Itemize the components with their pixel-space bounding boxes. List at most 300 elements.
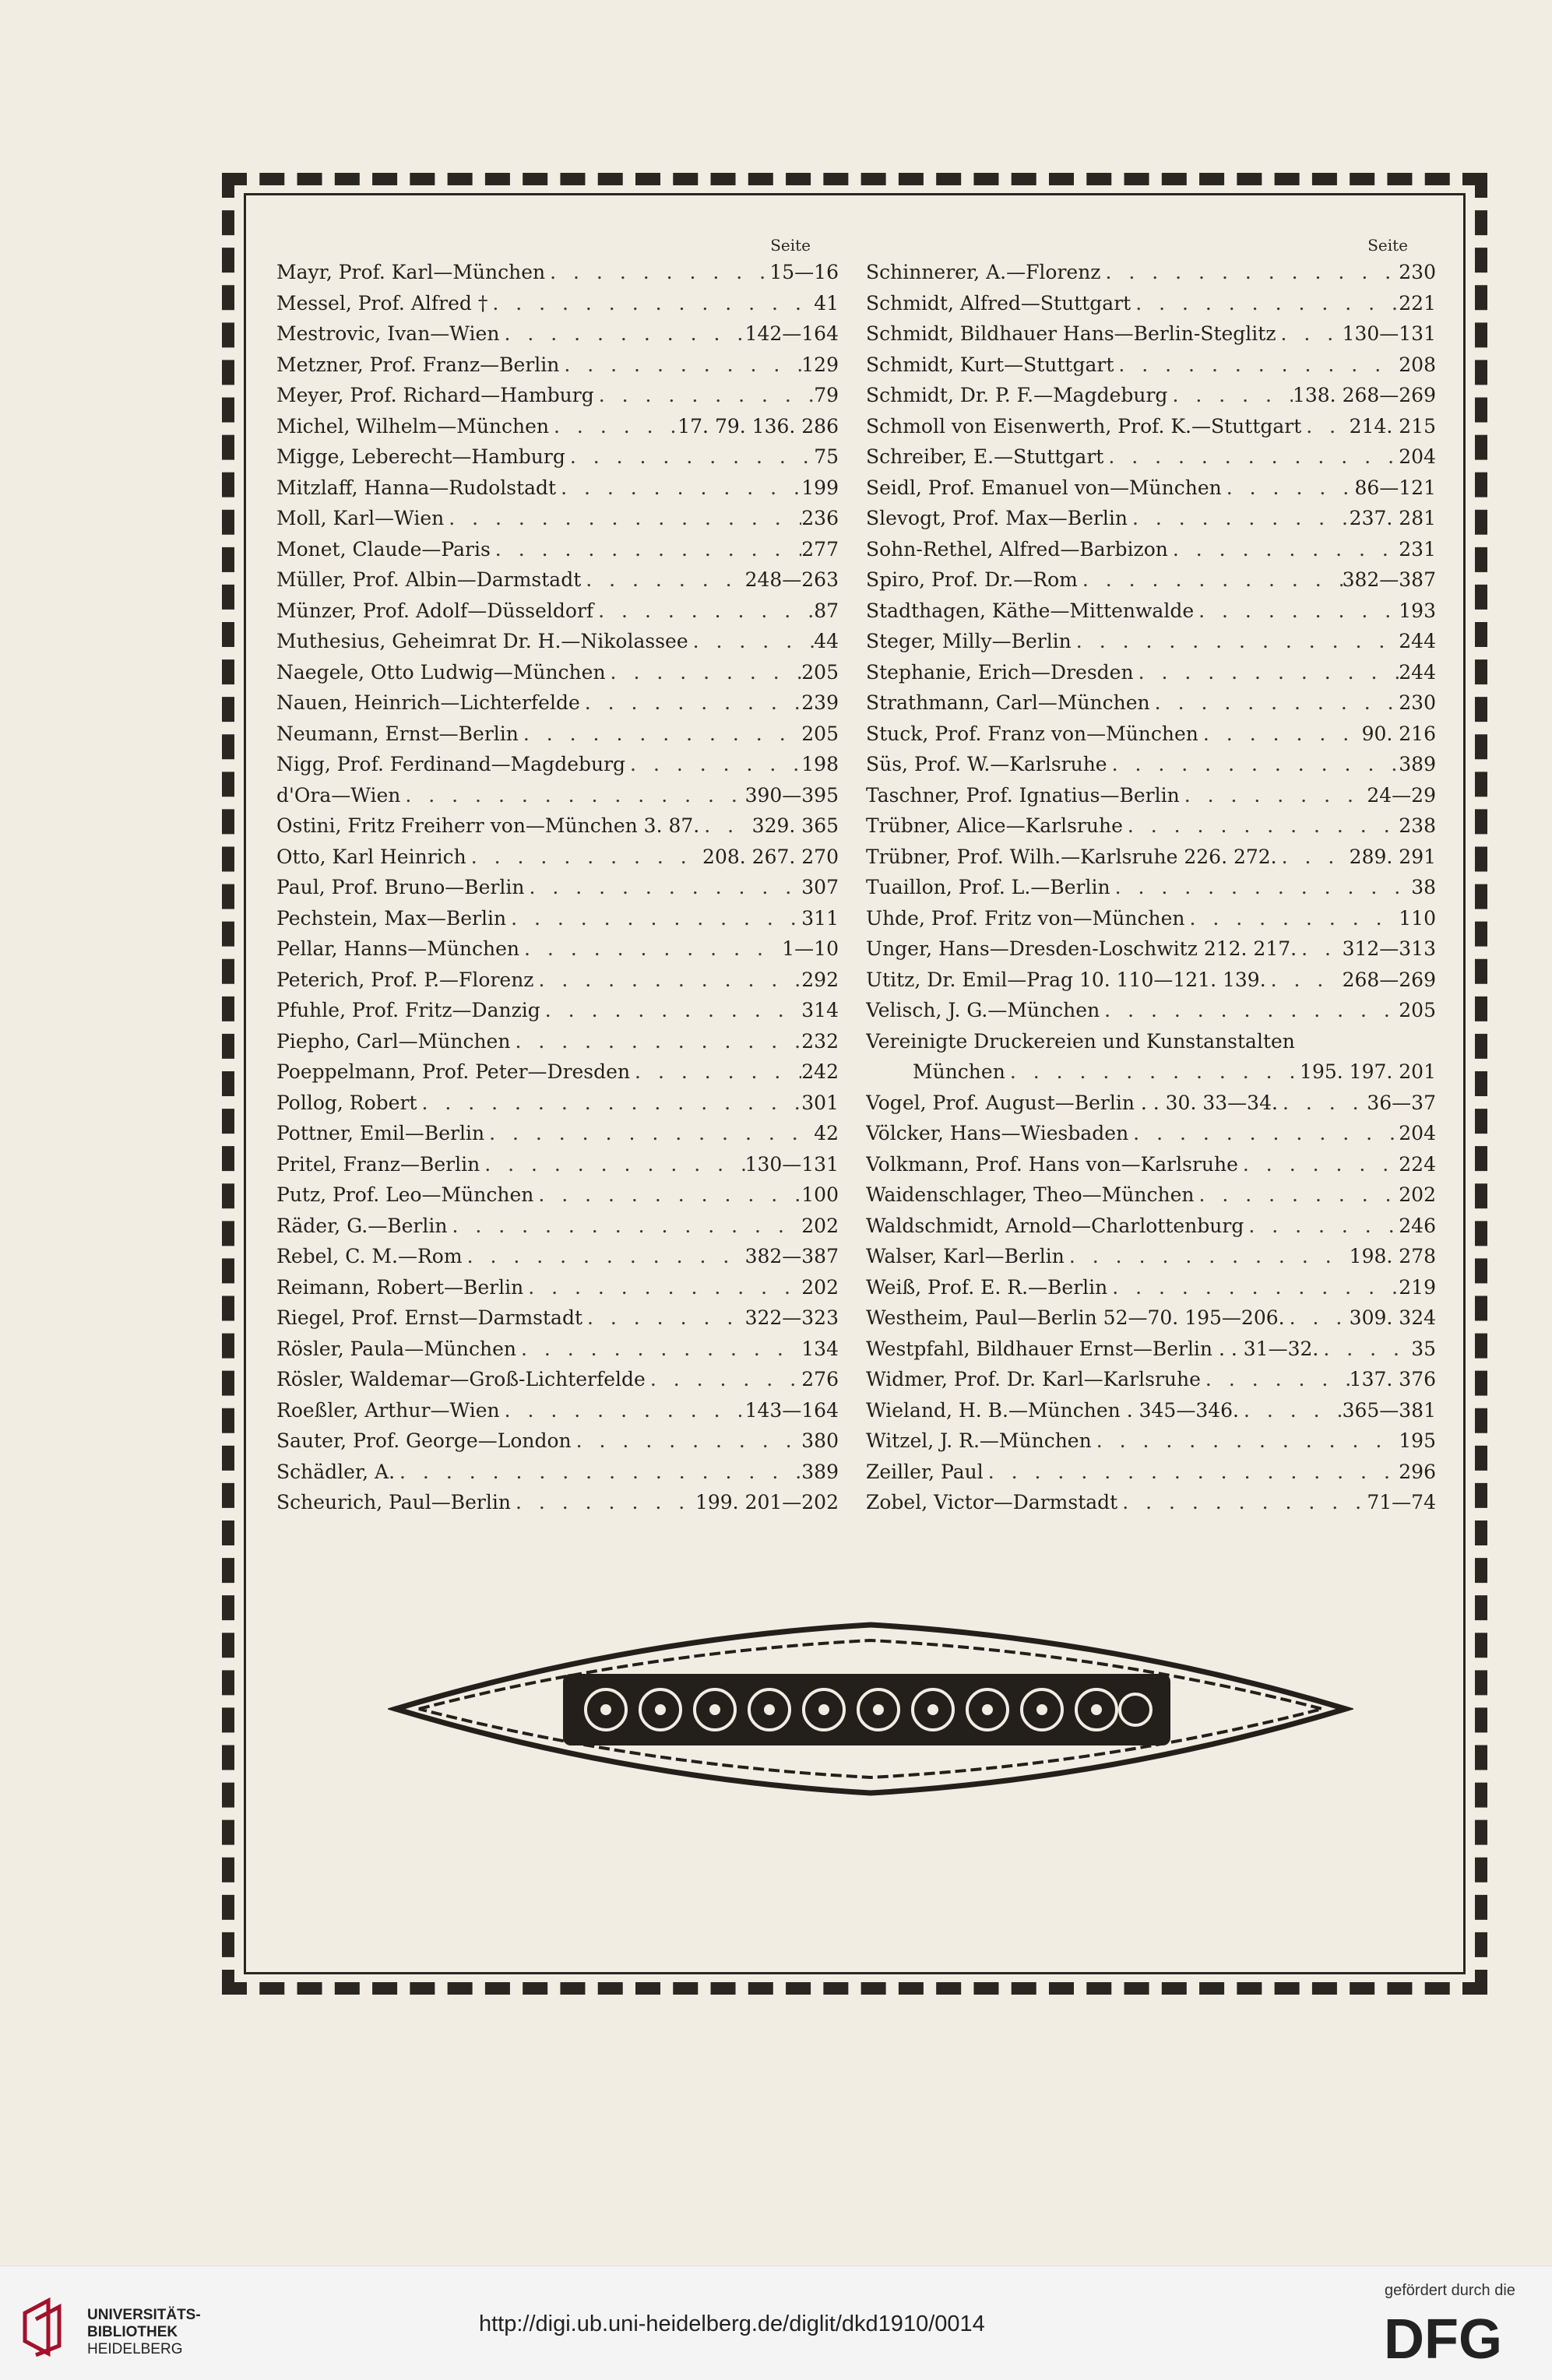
- leader-dots: [984, 1461, 1399, 1483]
- entry-pages: 204: [1399, 1122, 1436, 1144]
- entry-name: Neumann, Ernst—Berlin: [276, 722, 519, 745]
- entry-name: Widmer, Prof. Dr. Karl—Karlsruhe: [866, 1368, 1201, 1390]
- leader-dots: [1266, 969, 1343, 991]
- entry-name: Schmidt, Alfred—Stuttgart: [866, 291, 1131, 315]
- entry-pages: 314: [801, 999, 839, 1021]
- leader-dots: [487, 292, 814, 315]
- entry-name: Muthesius, Geheimrat Dr. H.—Nikolassee: [276, 630, 688, 652]
- entry-pages: 202: [1399, 1183, 1436, 1206]
- entry-name: Süs, Prof. W.—Karlsruhe: [866, 753, 1107, 775]
- leader-dots: [511, 1491, 695, 1513]
- entry-pages: 205: [801, 660, 839, 684]
- sponsor-label: gefördert durch die: [1385, 2282, 1515, 2299]
- entry-pages: 195: [1399, 1429, 1436, 1452]
- leader-dots: [1100, 999, 1399, 1021]
- leader-dots: [1078, 568, 1343, 591]
- entry-name: Waldschmidt, Arnold—Charlottenburg: [866, 1214, 1244, 1237]
- leader-dots: [1277, 845, 1350, 868]
- leader-dots: [593, 599, 814, 622]
- leader-dots: [594, 384, 814, 406]
- entry-name: Mayr, Prof. Karl—München: [276, 261, 546, 283]
- index-entry: [276, 1215, 839, 1246]
- entry-name: Messel, Prof. Alfred †: [276, 291, 488, 315]
- index-entry: [276, 415, 839, 446]
- entry-pages: 204: [1399, 445, 1436, 468]
- leader-dots: [1318, 1338, 1411, 1360]
- index-entry: [866, 1461, 1436, 1492]
- viewer-footer: [0, 2266, 1552, 2380]
- index-entry: [866, 1429, 1436, 1461]
- leader-dots: [499, 322, 744, 345]
- entry-name: Walser, Karl—Berlin: [866, 1245, 1065, 1267]
- leader-dots: [699, 814, 751, 837]
- leader-dots: [463, 1245, 745, 1267]
- entry-name: Metzner, Prof. Franz—Berlin: [276, 353, 560, 376]
- leader-dots: [1194, 1183, 1399, 1206]
- entry-name: Müller, Prof. Albin—Darmstadt: [276, 568, 582, 591]
- entry-name: Münzer, Prof. Adolf—Düsseldorf: [276, 599, 594, 622]
- entry-name: Witzel, J. R.—München: [866, 1429, 1092, 1452]
- leader-dots: [1114, 353, 1399, 376]
- entry-pages: 199: [801, 476, 839, 499]
- entry-name: Putz, Prof. Leo—München: [276, 1183, 534, 1206]
- leader-dots: [1150, 691, 1399, 714]
- entry-pages: 86—121: [1354, 476, 1436, 499]
- leader-dots: [484, 1122, 814, 1144]
- index-column-right: [866, 230, 1436, 1522]
- entry-pages: 230: [1399, 261, 1436, 283]
- leader-dots: [1107, 1276, 1399, 1299]
- entry-pages: 296: [1399, 1460, 1436, 1483]
- entry-name: Reimann, Robert—Berlin: [276, 1275, 524, 1299]
- leader-dots: [417, 1092, 801, 1114]
- index-entry: [276, 476, 839, 508]
- index-entry: [866, 1306, 1436, 1338]
- leader-dots: [516, 1338, 801, 1360]
- entry-name: Wieland, H. B.—München . 345—346.: [866, 1398, 1239, 1422]
- leader-dots: [1167, 384, 1293, 406]
- entry-name: Pritel, Franz—Berlin: [276, 1152, 480, 1176]
- index-entry: [866, 1030, 1436, 1061]
- entry-pages: 205: [1399, 999, 1436, 1021]
- leader-dots: [1123, 814, 1399, 837]
- index-entry: [276, 1122, 839, 1153]
- entry-name: Uhde, Prof. Fritz von—München: [866, 906, 1185, 930]
- index-entry: [276, 1092, 839, 1123]
- index-entry: [276, 1153, 839, 1184]
- entry-name: Taschner, Prof. Ignatius—Berlin: [866, 783, 1180, 807]
- leader-dots: [533, 1183, 801, 1206]
- entry-pages: 198. 278: [1349, 1245, 1436, 1267]
- entry-name: Riegel, Prof. Ernst—Darmstadt: [276, 1306, 582, 1329]
- leader-dots: [1107, 753, 1399, 775]
- entry-name: Pottner, Emil—Berlin: [276, 1122, 485, 1144]
- library-line1: UNIVERSITÄTS-: [87, 2307, 201, 2323]
- index-entry: [866, 630, 1436, 661]
- dfg-logo-text: DFG: [1384, 2310, 1502, 2364]
- leader-dots: [625, 753, 801, 775]
- index-entry: [276, 384, 839, 415]
- index-entry: [866, 999, 1436, 1030]
- index-entry: [276, 1399, 839, 1430]
- entry-name: Spiro, Prof. Dr.—Rom: [866, 568, 1078, 591]
- entry-pages: 202: [801, 1275, 839, 1299]
- index-entry: [866, 722, 1436, 754]
- leader-dots: [500, 1399, 745, 1422]
- entry-pages: 129: [801, 353, 839, 376]
- entry-pages: 214. 215: [1349, 414, 1436, 438]
- index-entry: [276, 753, 839, 784]
- entry-pages: 230: [1399, 691, 1436, 714]
- index-entry: [866, 1153, 1436, 1184]
- entry-pages: 208: [1399, 353, 1436, 376]
- index-entry: [276, 1306, 839, 1338]
- leader-dots: [533, 969, 801, 991]
- entry-pages: 244: [1399, 630, 1436, 652]
- entry-name: Schinnerer, A.—Florenz: [866, 261, 1101, 283]
- index-entry: [866, 814, 1436, 845]
- leader-dots: [1103, 445, 1399, 468]
- entry-name: Waidenschlager, Theo—München: [866, 1183, 1195, 1206]
- entry-pages: 208. 267. 270: [702, 845, 839, 868]
- entry-pages: 130—131: [1342, 322, 1436, 345]
- leader-dots: [582, 1306, 745, 1329]
- leader-dots: [1128, 507, 1350, 529]
- index-entry: [276, 445, 839, 476]
- index-entry: [866, 691, 1436, 722]
- entry-pages: 389: [801, 1460, 839, 1483]
- entry-name: Seidl, Prof. Emanuel von—München: [866, 476, 1222, 499]
- index-entry: [866, 261, 1436, 292]
- entry-pages: 100: [801, 1183, 839, 1206]
- index-entry: [276, 538, 839, 569]
- leader-dots: [572, 1429, 802, 1452]
- entry-pages: 1—10: [782, 937, 839, 960]
- entry-pages: 231: [1399, 537, 1436, 561]
- entry-name: Nigg, Prof. Ferdinand—Magdeburg: [276, 753, 626, 775]
- entry-name: Scheurich, Paul—Berlin: [276, 1491, 511, 1513]
- entry-name: Utitz, Dr. Emil—Prag 10. 110—121. 139.: [866, 968, 1266, 991]
- entry-name: Westpfahl, Bildhauer Ernst—Berlin . . 31—32.: [866, 1337, 1319, 1360]
- index-entry: [866, 353, 1436, 385]
- dfg-logo-icon: [1382, 2310, 1538, 2364]
- leader-dots: [606, 661, 802, 684]
- entry-name: Räder, G.—Berlin: [276, 1214, 448, 1237]
- entry-pages: 292: [801, 968, 839, 991]
- entry-pages: 311: [801, 906, 839, 930]
- index-entry: [866, 1092, 1436, 1123]
- leader-dots: [1072, 630, 1399, 652]
- entry-name: Poeppelmann, Prof. Peter—Dresden: [276, 1060, 631, 1083]
- entry-pages: 312—313: [1342, 937, 1436, 960]
- entry-name: Nauen, Heinrich—Lichterfelde: [276, 691, 580, 714]
- entry-pages: 276: [801, 1368, 839, 1390]
- entry-name: Schmoll von Eisenwerth, Prof. K.—Stuttgart: [866, 414, 1302, 438]
- index-entry: [866, 661, 1436, 692]
- index-list-left: [276, 261, 839, 1522]
- index-entry: [866, 907, 1436, 938]
- index-entry: [276, 661, 839, 692]
- entry-pages: 322—323: [744, 1306, 839, 1329]
- entry-name: Schmidt, Bildhauer Hans—Berlin-Steglitz: [866, 322, 1276, 345]
- leader-dots: [1134, 661, 1399, 684]
- entry-pages: 238: [1399, 814, 1436, 837]
- entry-name: Slevogt, Prof. Max—Berlin: [866, 507, 1128, 529]
- leader-dots: [491, 538, 801, 561]
- leader-dots: [1285, 1306, 1350, 1329]
- index-entry: [276, 969, 839, 1000]
- leader-dots: [1128, 1122, 1399, 1144]
- leader-dots: [447, 1215, 801, 1237]
- index-entry: [276, 261, 839, 292]
- leader-dots: [549, 415, 677, 438]
- entry-name: Rebel, C. M.—Rom: [276, 1245, 463, 1267]
- leader-dots: [1092, 1429, 1399, 1452]
- index-entry: [276, 1060, 839, 1092]
- index-entry: [276, 353, 839, 385]
- index-entry: [276, 507, 839, 538]
- leader-dots: [1065, 1245, 1350, 1267]
- column-header-seite: Seite: [770, 236, 811, 255]
- entry-pages: 307: [801, 876, 839, 898]
- index-entry: [866, 876, 1436, 907]
- entry-name: München: [913, 1060, 1005, 1083]
- index-entry: [866, 568, 1436, 599]
- leader-dots: [519, 722, 801, 745]
- entry-name: Zeiller, Paul: [866, 1460, 984, 1483]
- index-entry: [276, 722, 839, 754]
- leader-dots: [480, 1153, 744, 1176]
- entry-name: Stephanie, Erich—Dresden: [866, 660, 1134, 684]
- entry-pages: 198: [801, 753, 839, 775]
- leader-dots: [1301, 415, 1349, 438]
- index-entry: [866, 538, 1436, 569]
- entry-pages: 224: [1399, 1152, 1436, 1176]
- index-entry: [276, 322, 839, 353]
- entry-pages: 382—387: [1342, 568, 1436, 591]
- index-entry: [276, 845, 839, 877]
- leader-dots: [559, 353, 801, 376]
- index-entry: [866, 384, 1436, 415]
- index-entry: [866, 1491, 1436, 1522]
- leader-dots: [1184, 907, 1399, 930]
- entry-name: Rösler, Paula—München: [276, 1337, 516, 1360]
- entry-pages: 236: [801, 507, 839, 529]
- index-entry: [866, 1183, 1436, 1215]
- entry-name: Otto, Karl Heinrich: [276, 845, 466, 868]
- entry-pages: 87: [814, 599, 839, 622]
- index-entry: [276, 814, 839, 845]
- leader-dots: [1239, 1399, 1343, 1422]
- entry-name: Peterich, Prof. P.—Florenz: [276, 968, 534, 991]
- entry-pages: 24—29: [1367, 783, 1436, 807]
- university-library-logo-icon: [19, 2297, 78, 2357]
- entry-pages: 242: [801, 1060, 839, 1083]
- entry-name: Schmidt, Kurt—Stuttgart: [866, 353, 1114, 376]
- entry-pages: 193: [1399, 599, 1436, 622]
- ornament-vignette: [388, 1615, 1353, 1802]
- entry-name: Trübner, Prof. Wilh.—Karlsruhe 226. 272.: [866, 845, 1277, 868]
- leader-dots: [523, 1276, 801, 1299]
- entry-pages: 248—263: [744, 568, 839, 591]
- entry-name: Moll, Karl—Wien: [276, 507, 445, 529]
- index-entry: [866, 1368, 1436, 1399]
- entry-pages: 142—164: [744, 322, 839, 345]
- index-entry: [276, 784, 839, 815]
- index-list-right: [866, 261, 1436, 1522]
- leader-dots: [1110, 876, 1412, 898]
- university-library-name: [87, 2307, 201, 2358]
- leader-dots: [1297, 937, 1342, 960]
- entry-pages: 365—381: [1342, 1398, 1436, 1422]
- entry-pages: 329. 365: [751, 814, 839, 837]
- leader-dots: [630, 1060, 801, 1083]
- leader-dots: [395, 1461, 801, 1483]
- leader-dots: [565, 445, 814, 468]
- entry-pages: 390—395: [744, 783, 839, 807]
- entry-pages: 277: [801, 537, 839, 561]
- column-header-seite: Seite: [1367, 236, 1408, 255]
- index-entry: [276, 1461, 839, 1492]
- index-entry: [276, 568, 839, 599]
- leader-dots: [1005, 1060, 1300, 1083]
- leader-dots: [556, 476, 801, 499]
- leader-dots: [1194, 599, 1399, 622]
- entry-name: Stuck, Prof. Franz von—München: [866, 722, 1198, 745]
- index-entry: [866, 476, 1436, 508]
- entry-name: Sohn-Rethel, Alfred—Barbizon: [866, 537, 1168, 561]
- entry-pages: 246: [1399, 1214, 1436, 1237]
- index-entry: [866, 1338, 1436, 1369]
- index-entry: [866, 969, 1436, 1000]
- entry-name: Pellar, Hanns—München: [276, 937, 520, 960]
- entry-pages: 15—16: [769, 261, 839, 283]
- leader-dots: [1180, 784, 1367, 807]
- entry-pages: 244: [1399, 660, 1436, 684]
- index-entry: [866, 1122, 1436, 1153]
- entry-name: Vogel, Prof. August—Berlin . . 30. 33—34.: [866, 1091, 1278, 1114]
- leader-dots: [1100, 261, 1399, 283]
- index-entry: [866, 937, 1436, 969]
- entry-name: Steger, Milly—Berlin: [866, 630, 1072, 652]
- leader-dots: [466, 845, 702, 868]
- index-entry: [276, 1245, 839, 1276]
- entry-pages: 382—387: [744, 1245, 839, 1267]
- entry-pages: 38: [1411, 876, 1436, 898]
- index-entry: [866, 845, 1436, 877]
- entry-pages: 42: [814, 1122, 839, 1144]
- leader-dots: [1244, 1215, 1399, 1237]
- entry-pages: 309. 324: [1349, 1306, 1436, 1329]
- leader-dots: [1168, 538, 1399, 561]
- entry-pages: 143—164: [744, 1398, 839, 1422]
- entry-name: Vereinigte Druckereien und Kunstanstalten: [866, 1029, 1295, 1053]
- library-line3: HEIDELBERG: [87, 2341, 183, 2357]
- entry-name: Volkmann, Prof. Hans von—Karlsruhe: [866, 1152, 1238, 1176]
- index-entry: [276, 1276, 839, 1307]
- index-entry: [866, 1060, 1436, 1092]
- entry-name: Michel, Wilhelm—München: [276, 414, 550, 438]
- leader-dots: [581, 568, 744, 591]
- leader-dots: [524, 876, 801, 898]
- index-entry: [866, 1276, 1436, 1307]
- entry-pages: 41: [814, 291, 839, 315]
- entry-pages: 79: [814, 384, 839, 406]
- entry-name: Pechstein, Max—Berlin: [276, 906, 507, 930]
- entry-name: Stadthagen, Käthe—Mittenwalde: [866, 599, 1195, 622]
- leader-dots: [1278, 1092, 1367, 1114]
- index-entry: [276, 1030, 839, 1061]
- entry-pages: 71—74: [1367, 1491, 1436, 1513]
- entry-pages: 17. 79. 136. 286: [677, 414, 839, 438]
- leader-dots: [580, 691, 802, 714]
- index-entry: [276, 1183, 839, 1215]
- entry-pages: 110: [1399, 906, 1436, 930]
- entry-name: Zobel, Victor—Darmstadt: [866, 1491, 1118, 1513]
- entry-name: Schädler, A.: [276, 1460, 396, 1483]
- entry-name: Paul, Prof. Bruno—Berlin: [276, 876, 525, 898]
- leader-dots: [506, 907, 801, 930]
- index-entry: [866, 1399, 1436, 1430]
- leader-dots: [540, 999, 802, 1021]
- entry-name: Migge, Leberecht—Hamburg: [276, 445, 565, 468]
- index-entry: [866, 507, 1436, 538]
- leader-dots: [400, 784, 744, 807]
- entry-name: Mestrovic, Ivan—Wien: [276, 322, 500, 345]
- index-column-left: [276, 230, 839, 1522]
- index-entry: [866, 445, 1436, 476]
- entry-pages: 239: [801, 691, 839, 714]
- entry-pages: 268—269: [1342, 968, 1436, 991]
- entry-pages: 289. 291: [1349, 845, 1436, 868]
- entry-name: Schmidt, Dr. P. F.—Magdeburg: [866, 384, 1168, 406]
- index-entry: [866, 784, 1436, 815]
- entry-name: Strathmann, Carl—München: [866, 691, 1150, 714]
- leader-dots: [444, 507, 801, 529]
- index-entry: [276, 1338, 839, 1369]
- permalink-url[interactable]: http://digi.ub.uni-heidelberg.de/diglit/dkd1910/0014: [479, 2311, 985, 2336]
- leader-dots: [1198, 722, 1362, 745]
- entry-pages: 237. 281: [1349, 507, 1436, 529]
- leader-dots: [1222, 476, 1355, 499]
- index-entry: [276, 292, 839, 323]
- entry-name: Schreiber, E.—Stuttgart: [866, 445, 1104, 468]
- index-entry: [276, 691, 839, 722]
- index-entry: [276, 937, 839, 969]
- leader-dots: [688, 630, 815, 652]
- leader-dots: [1201, 1368, 1350, 1390]
- index-entry: [276, 999, 839, 1030]
- index-entry: [866, 753, 1436, 784]
- index-entry: [276, 1491, 839, 1522]
- entry-name: Sauter, Prof. George—London: [276, 1429, 572, 1452]
- entry-pages: 202: [801, 1214, 839, 1237]
- entry-name: Mitzlaff, Hanna—Rudolstadt: [276, 476, 557, 499]
- entry-pages: 205: [801, 722, 839, 745]
- entry-pages: 199. 201—202: [695, 1491, 839, 1513]
- entry-name: Völcker, Hans—Wiesbaden: [866, 1122, 1129, 1144]
- leader-dots: [1131, 292, 1399, 315]
- entry-name: d'Ora—Wien: [276, 783, 401, 807]
- leader-dots: [1276, 322, 1343, 345]
- leader-dots: [646, 1368, 801, 1390]
- entry-pages: 301: [801, 1091, 839, 1114]
- entry-name: Naegele, Otto Ludwig—München: [276, 660, 606, 684]
- entry-pages: 44: [814, 630, 839, 652]
- entry-pages: 221: [1399, 291, 1436, 315]
- entry-pages: 130—131: [744, 1152, 839, 1176]
- entry-pages: 219: [1399, 1275, 1436, 1299]
